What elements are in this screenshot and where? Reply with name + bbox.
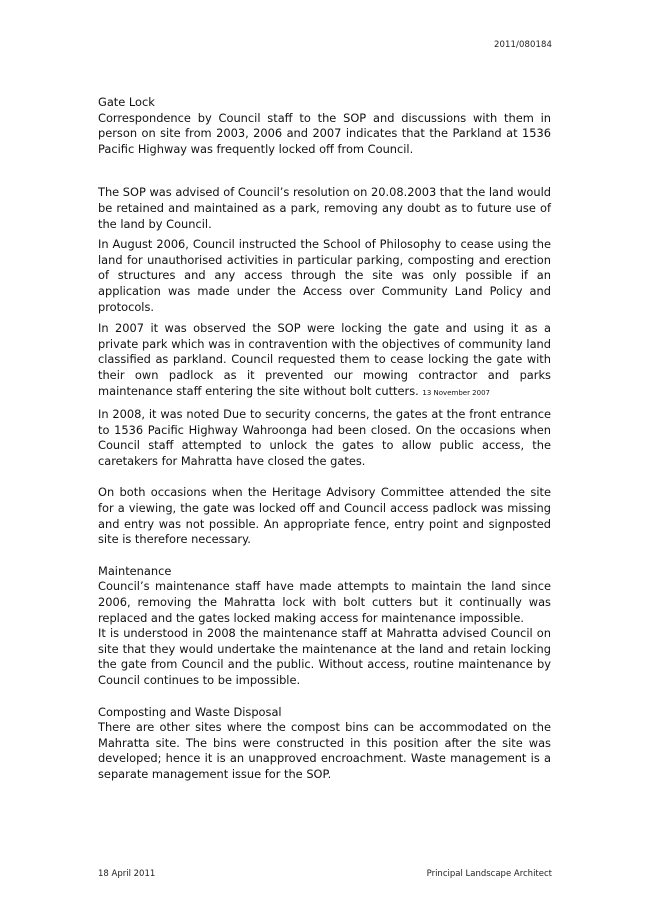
paragraph-text: In 2007 it was observed the SOP were locking the gate and using it as a private park which was in contravention with the objectives of community land classified as parkland. Council requested them to cease locking the gate with their own padlock as it prevented our mowing contractor and parks maintenance staff entering the site without bolt cutters. [98,321,551,398]
paragraph: In 2008, it was noted Due to security concerns, the gates at the front entrance to 1536 Pacific Highway Wahroonga had been closed. On the occasions when Council staff attempted to unlock the gates to allow public access, the caretakers for Mahratta have closed the gates. [98,407,551,468]
paragraph: On both occasions when the Heritage Advisory Committee attended the site for a viewing, the gate was locked off and Council access padlock was missing and entry was not possible. An appropriate fence, entry point and signposted site is therefore necessary. [98,485,551,547]
document-body [98,95,551,783]
paragraph-with-note [98,321,551,401]
paragraph: The SOP was advised of Council’s resolution on 20.08.2003 that the land would be retained and maintained as a park, removing any doubt as to future use of the land by Council. [98,185,551,231]
heading-maintenance: Maintenance [98,563,172,578]
paragraph: In August 2006, Council instructed the School of Philosophy to cease using the land for unauthorised activities in particular parking, composting and erection of structures and any access through the site was only possible if an application was made under the Access over Community Land Policy and protocols. [98,237,551,314]
heading-composting: Composting and Waste Disposal [98,704,282,719]
document-reference: 2011/080184 [493,40,552,50]
date-note: 13 November 2007 [422,388,490,397]
footer-date: 18 April 2011 [98,869,156,879]
paragraph: Council’s maintenance staff have made attempts to maintain the land since 2006, removing the Mahratta lock with bolt cutters but it continually was replaced and the gates locked making access for maintenance impossible. [98,579,551,625]
paragraph: There are other sites where the compost bins can be accommodated on the Mahratta site. The bins were constructed in this position after the site was developed; hence it is an unapproved encroachment. Waste management is a separate management issue for the SOP. [98,720,551,781]
paragraph: Correspondence by Council staff to the SOP and discussions with them in person on site from 2003, 2006 and 2007 indicates that the Parkland at 1536 Pacific Highway was frequently locked off from Council. [98,110,551,156]
footer-author: Principal Landscape Architect [426,869,552,879]
heading-gate-lock: Gate Lock [98,95,155,109]
paragraph: It is understood in 2008 the maintenance staff at Mahratta advised Council on site that they would undertake the maintenance at the land and retain locking the gate from Council and the public. Without access, routine maintenance by Council continues to be impossible. [98,626,551,687]
